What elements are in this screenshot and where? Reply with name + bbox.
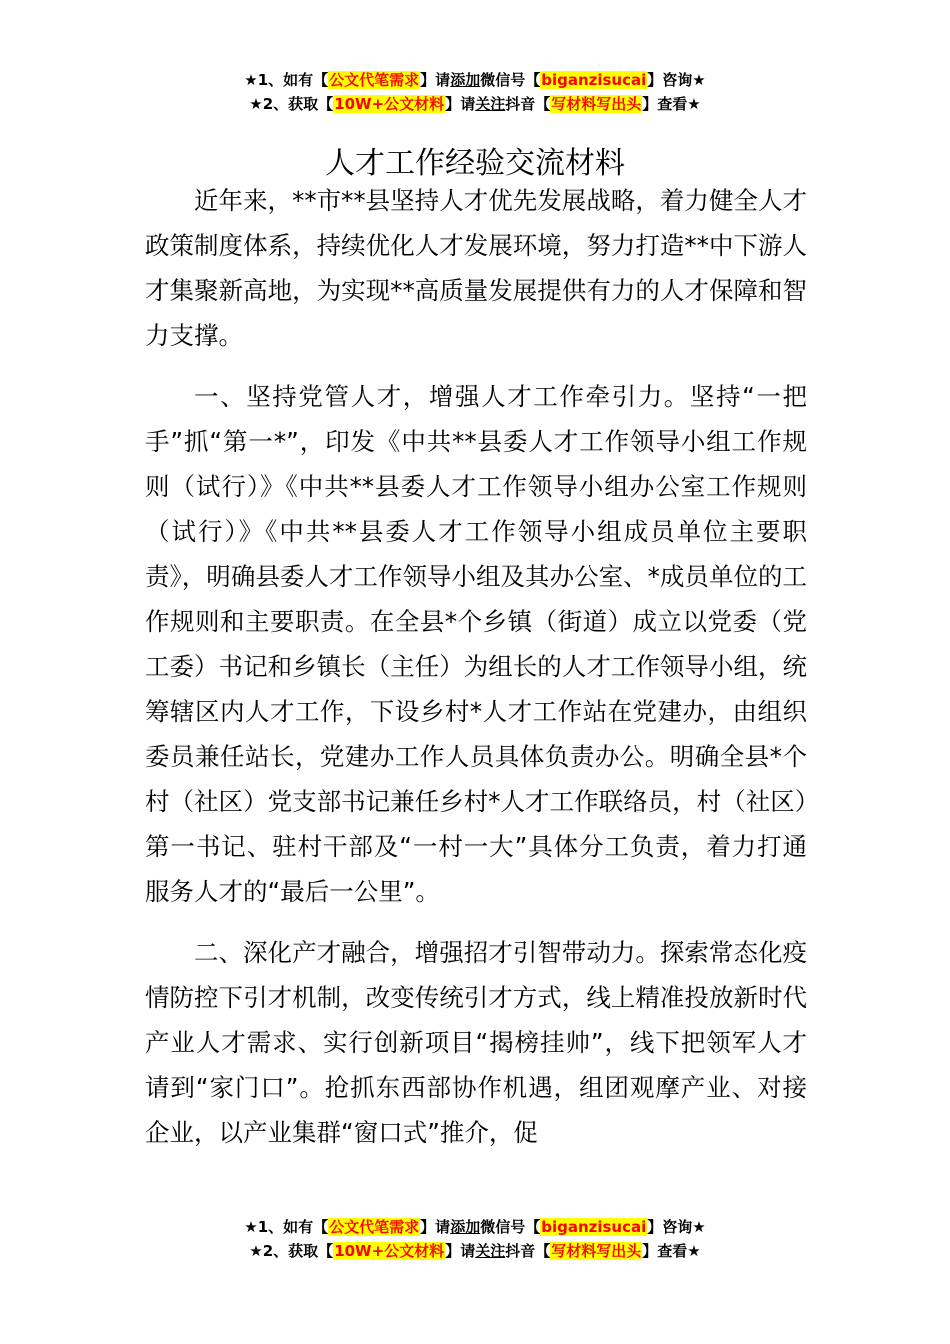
header-banner [0,68,950,116]
highlight-ghostwriting: 公文代笔需求 [329,71,420,89]
highlight-wechat-id: biganzisucai [541,1218,647,1236]
highlight-douyin-account: 写材料写出头 [551,95,642,113]
paragraph-section-2: 二、深化产才融合，增强招才引智带动力。探索常态化疫情防控下引才机制，改变传统引才方式，线上精准投放新时代产业人才需求、实行创新项目“揭榜挂帅”，线下把领军人才请到“家门口”。抢抓东西部协作机遇，组团观摩产业、对接企业，以产业集群“窗口式”推介，促 [145,938,807,1147]
highlight-douyin-account: 写材料写出头 [551,1242,642,1260]
header-banner-line-1: ★1、如有【公文代笔需求】请添加微信号【biganzisucai】咨询★ [244,71,706,89]
footer-banner-line-2: ★2、获取【10W+公文材料】请关注抖音【写材料写出头】查看★ [249,1242,701,1260]
paragraph-intro: 近年来，**市**县坚持人才优先发展战略，着力健全人才政策制度体系，持续优化人才发展环境，努力打造**中下游人才集聚新高地，为实现**高质量发展提供有力的人才保障和智力支撑。 [145,186,807,350]
header-banner-line-2: ★2、获取【10W+公文材料】请关注抖音【写材料写出头】查看★ [249,95,701,113]
highlight-wechat-id: biganzisucai [541,71,647,89]
highlight-materials: 10W+公文材料 [334,1242,445,1260]
document-title: 人才工作经验交流材料 [325,146,625,182]
footer-banner-line-1: ★1、如有【公文代笔需求】请添加微信号【biganzisucai】咨询★ [244,1218,706,1236]
highlight-materials: 10W+公文材料 [334,95,445,113]
document-body [145,178,807,1171]
paragraph-section-1: 一、坚持党管人才，增强人才工作牵引力。坚持“一把手”抓“第一*”，印发《中共**县委人才工作领导小组工作规则（试行）》《中共**县委人才工作领导小组办公室工作规则（试行）》《中共**县委人才工作领导小组成员单位主要职责》，明确县委人才工作领导小组及其办公室、*成员单位的工作规则和主要职责。在全县*个乡镇（街道）成立以党委（党工委）书记和乡镇长（主任）为组长的人才工作领导小组，统筹辖区内人才工作，下设乡村*人才工作站在党建办，由组织委员兼任站长，党建办工作人员具体负责办公。明确全县*个村（社区）党支部书记兼任乡村*人才工作联络员，村（社区）第一书记、驻村干部及“一村一大”具体分工负责，着力打通服务人才的“最后一公里”。 [145,382,807,906]
highlight-ghostwriting: 公文代笔需求 [329,1218,420,1236]
footer-banner [0,1215,950,1263]
